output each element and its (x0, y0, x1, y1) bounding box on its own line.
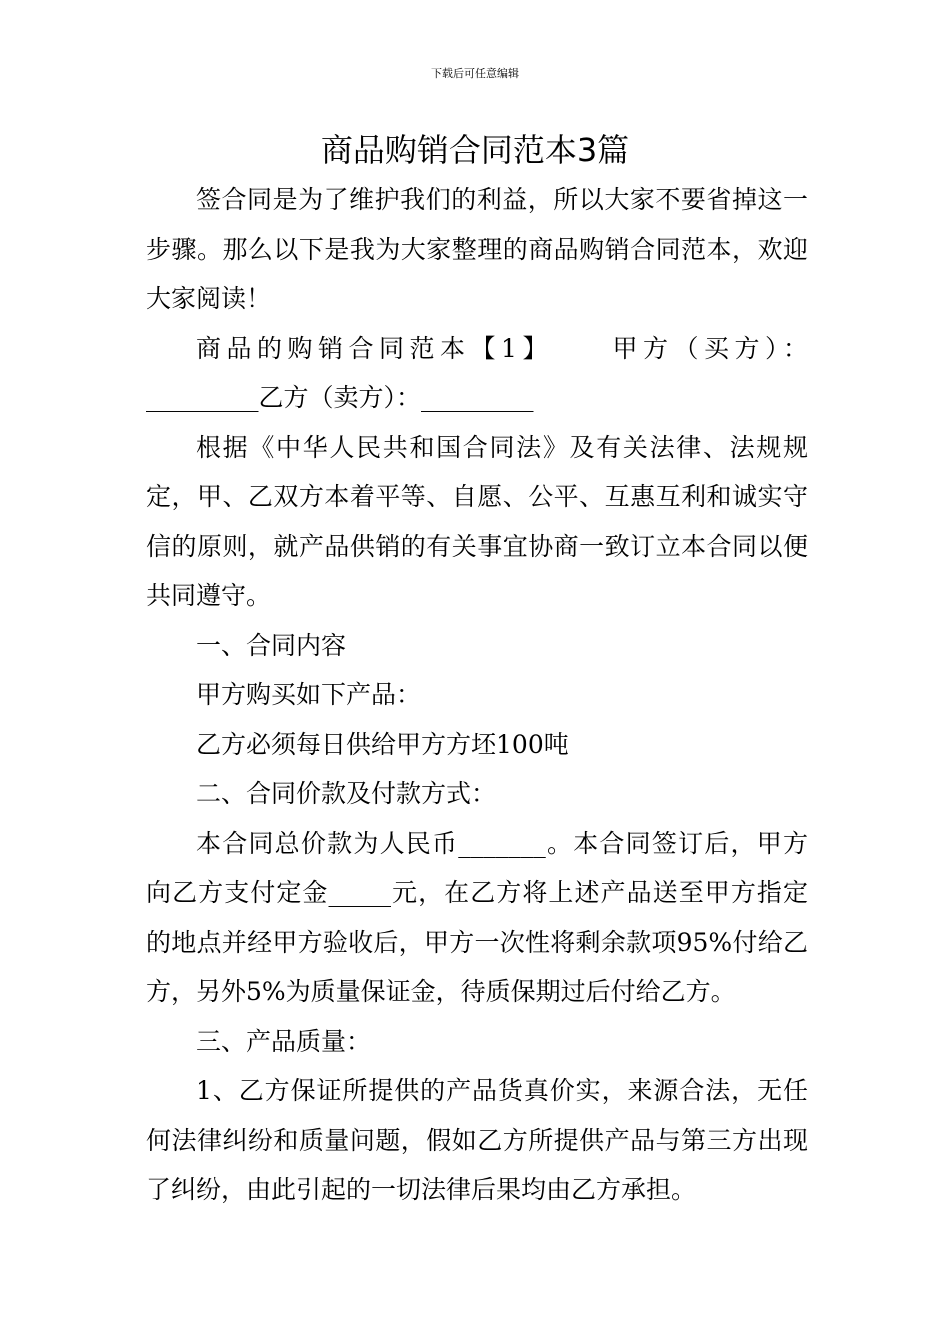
clause-1-heading: 一、合同内容 (196, 630, 347, 660)
page-header-note: 下载后可任意编辑 (431, 67, 519, 80)
section-heading: 商品的购销合同范本【1】 (196, 333, 553, 363)
clause-2-heading: 二、合同价款及付款方式： (196, 779, 497, 808)
document-title: 商品购销合同范本3篇 (320, 131, 630, 169)
clause-3-item-1: 1、乙方保证所提供的产品货真价实，来源合法，无任何法律纠纷和质量问题，假如乙方所提供产品与第三方出现了纠纷，由此引起的一切法律后果均由乙方承担。 (146, 1076, 808, 1204)
clause-3-heading: 三、产品质量： (196, 1026, 372, 1056)
clause-2-body: 本合同总价款为人民币_______。本合同签订后，甲方向乙方支付定金_____元，在乙方将上述产品送至甲方指定的地点并经甲方验收后，甲方一次性将剩余款项95%付给乙方，另外5%为质量保证金，待质保期过后付给乙方。 (146, 828, 808, 1006)
party-line (146, 324, 808, 423)
party-b-label: 乙方（卖方）：_________ (258, 383, 534, 412)
document-body (146, 175, 808, 1215)
clause-1-line-1: 甲方购买如下产品： (196, 680, 422, 709)
intro-paragraph: 签合同是为了维护我们的利益，所以大家不要省掉这一步骤。那么以下是我为大家整理的商品购销合同范本，欢迎大家阅读！ (146, 185, 808, 313)
preamble-paragraph: 根据《中华人民共和国合同法》及有关法律、法规规定，甲、乙双方本着平等、自愿、公平、互惠互利和诚实守信的原则，就产品供销的有关事宜协商一致订立本合同以便共同遵守。 (146, 432, 808, 610)
party-a-label: 甲方（买方）：_________ (146, 333, 808, 412)
clause-1-line-2: 乙方必须每日供给甲方方坯100吨 (196, 729, 569, 759)
